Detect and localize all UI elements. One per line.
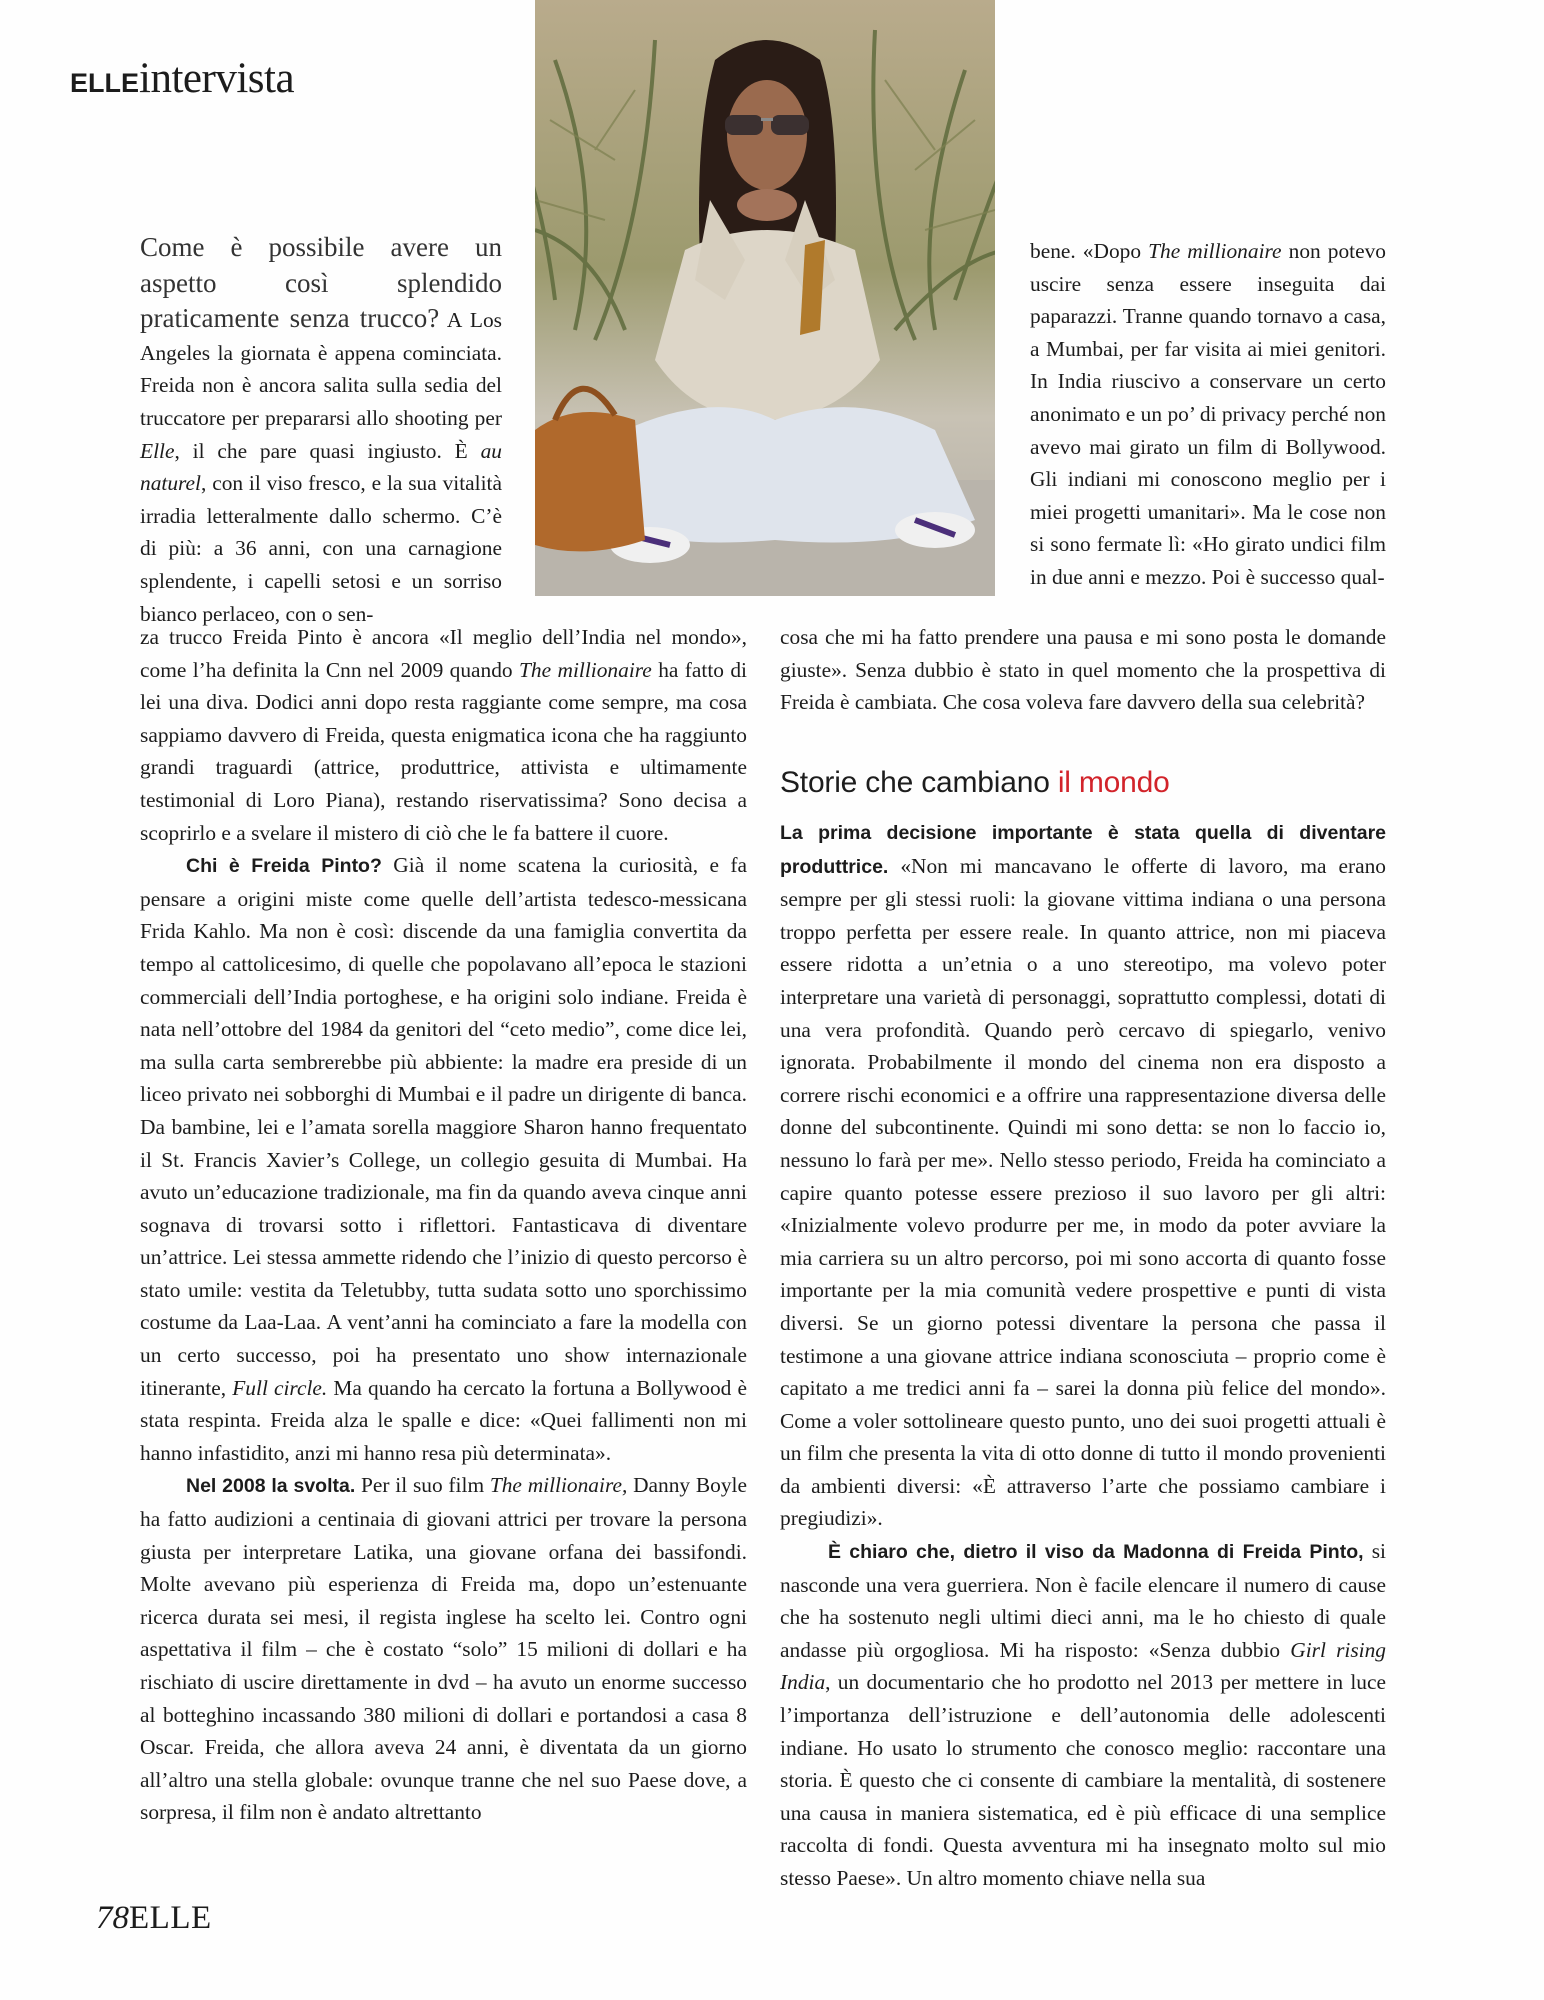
r2-text-b: , un documentario che ho prodotto nel 2013 per mettere in luce l’importanza dell’istruzione e dell’autonomia delle adolescenti indiane. Ho usato lo strumento che conosco meglio: raccontare una storia. È questo che ci consente di cambiare la mentalità, di sostenere una causa in maniera sistematica, ed è più efficace di una semplice raccolta di fondi. Questa avventura mi ha insegnato molto sul mio stesso Paese». Un altro momento chiave nella sua [780,1670,1386,1890]
subheading [780,766,1170,800]
paragraph-2 [140,849,747,1469]
brand-logo: ELLE [70,68,140,98]
right-continuation [780,621,1386,719]
lead-intro-3: , con il viso fresco, e la sua vitalità irradia letteralmente dallo schermo. C’è di più: a 36 anni, con una carnagione splendente, i capelli setosi e un sorriso bianco perlaceo, con o sen- [140,471,502,626]
paragraph-r2 [780,1535,1386,1895]
rt-title: The millionaire [1148,239,1282,263]
subheading-accent: il mondo [1057,766,1170,799]
p2-show: Full circle. [232,1375,328,1400]
magazine-header [70,54,294,104]
r2-title: Girl rising India [780,1637,1386,1695]
r2-lead: È chiaro che, dietro il viso da Madonna di Freida Pinto, [828,1541,1364,1564]
p3-text-a: Per il suo film [355,1473,490,1498]
lead-intro-2: , il che pare quasi ingiusto. È [174,438,481,463]
r2-text-a: si nasconde una vera guerriera. Non è facile elencare il numero di cause che ha sostenuto negli ultimi dieci anni, ma le ho chiesto di quale andasse più orgogliosa. Mi ha risposto: «Senza dubbio [780,1539,1386,1662]
right-column [780,816,1386,1895]
left-column [140,621,747,1829]
p3-title: The millionaire, [489,1473,628,1498]
lead-question: Come è possibile avere un aspetto così splendido praticamente senza trucco? [140,232,502,334]
lead-elle: Elle [140,438,175,463]
p1-text-a: za trucco Freida Pinto è ancora «Il meglio dell’India nel mondo», come l’ha definita la Cnn nel 2009 quando [140,625,747,682]
lead-naturel: au naturel [140,438,502,496]
subheading-main: Storie che cambiano [780,766,1058,799]
r1-lead: La prima decisione importante è stata quella di diventare produttrice. [780,822,1386,878]
page-folio [96,1900,212,1937]
p1-title: The millionaire [519,657,652,682]
portrait-photo-icon [535,0,995,596]
right-top-column [1030,235,1386,594]
paragraph-3 [140,1469,747,1829]
lead-column [140,230,502,630]
paragraph-r1 [780,816,1386,1535]
p2-text-b: Ma quando ha cercato la fortuna a Bollywood è stata respinta. Freida alza le spalle e dice: «Quei fallimenti non mi hanno infastidito, anzi mi hanno resa più determinata». [140,1375,747,1465]
p3-lead: Nel 2008 la svolta. [186,1475,356,1498]
page-number: 78 [96,1900,129,1936]
folio-magazine: ELLE [129,1900,212,1936]
p1-text-b: ha fatto di lei una diva. Dodici anni dopo resta raggiante come sempre, ma cosa sappiamo davvero di Freida, questa enigmatica icona che ha raggiunto grandi traguardi (attrice, produttrice, attivista e ultimamente testimonial di Loro Piana), restando riservatissima? Sono decisa a scoprirlo e a svelare il mistero di ciò che le fa battere il cuore. [140,657,747,845]
r1-text: «Non mi mancavano le offerte di lavoro, ma erano sempre per gli stessi ruoli: la giovane vittima indiana o una persona troppo perfetta per essere reale. In quanto attrice, non mi piaceva essere ridotta a un’etnia o a uno stereotipo, ma volevo poter interpretare una varietà di personaggi, soprattutto complessi, dotati di una vera profondità. Quando però cercavo di spiegarlo, venivo ignorata. Probabilmente il mondo del cinema non era disposto a correre rischi economici e a offrire una rappresentazione diversa delle donne del subcontinente. Quindi mi sono detta: se non lo faccio io, nessuno lo farà per me». Nello stesso periodo, Freida ha cominciato a capire quanto potesse essere prezioso il suo lavoro per gli altri: «Inizialmente volevo produrre per me, in modo da poter avviare la mia carriera su un altro percorso, poi mi sono accorta di quanto fosse importante per la mia comunità vedere prospettive e punti di vista diversi. Se un giorno potessi diventare la persona che passa il testimone a una giovane attrice indiana sconosciuta – proprio come è capitato a me tredici anni fa – sarei la donna più felice del mondo». Come a voler sottolineare questo punto, uno dei suoi progetti attuali è un film che presenta la vita di otto donne di tutto il mondo provenienti da ambienti diversi: «È attraverso l’arte che possiamo cambiare i pregiudizi». [780,853,1386,1531]
rt-text-b: non potevo uscire senza essere inseguita dai paparazzi. Tranne quando tornavo a casa, a Mumbai, per far visita ai miei genitori. In India riuscivo a conservare un certo anonimato e un po’ di privacy perché non avevo mai girato un film di Bollywood. Gli indiani mi conoscono meglio per i miei progetti umanitari». Ma le cose non si sono fermate lì: «Ho girato undici film in due anni e mezzo. Poi è successo qual- [1030,239,1386,589]
p2-text-a: Già il nome scatena la curiosità, e fa pensare a origini miste come quelle dell’artista tedesco-messicana Frida Kahlo. Ma non è così: discende da una famiglia convertita da tempo al cattolicesimo, di quelle che popolavano all’epoca le stazioni commerciali dell’India portoghese, e ha origini solo indiane. Freida è nata nell’ottobre del 1984 da genitori del “ceto medio”, come dice lei, ma sulla carta sembrerebbe più abbiente: la madre era preside di un liceo privato nei sobborghi di Mumbai e il padre un dirigente di banca. Da bambine, lei e l’amata sorella maggiore Sharon hanno frequentato il St. Francis Xavier’s College, un collegio gesuita di Mumbai. Ha avuto un’educazione tradizionale, ma fin da quando aveva cinque anni sognava di trovarsi sotto i riflettori. Fantasticava di diventare un’attrice. Lei stessa ammette ridendo che l’inizio di questo percorso è stato umile: vestita da Teletubby, tutta sudata sotto uno sporchissimo costume da Laa-Laa. A vent’anni ha cominciato a fare la modella con un certo successo, poi ha presentato uno show internazionale itinerante, [140,853,747,1400]
p2-lead: Chi è Freida Pinto? [186,855,382,878]
paragraph-1 [140,621,747,849]
lead-intro-1: A Los Angeles la giornata è appena cominciata. Freida non è ancora salita sulla sedia del truccatore per prepararsi allo shooting per [140,308,502,430]
rt-text-a: bene. «Dopo [1030,239,1149,263]
section-title: intervista [139,55,295,102]
portrait-photo [535,0,995,596]
p3-text-b: Danny Boyle ha fatto audizioni a centinaia di giovani attrici per trovare la persona giusta per interpretare Latika, una giovane orfana dei bassifondi. Molte avevano più esperienza di Freida ma, dopo un’estenuante ricerca durata sei mesi, il regista inglese ha scelto lei. Contro ogni aspettativa il film – che è costato “solo” 15 milioni di dollari e ha rischiato di uscire direttamente in dvd – ha avuto un enorme successo al botteghino incassando 380 milioni di dollari e portandosi a casa 8 Oscar. Freida, che allora aveva 24 anni, è diventata da un giorno all’altro una stella globale: ovunque tranne che nel suo Paese dove, a sorpresa, il film non è andato altrettanto [140,1473,747,1825]
rt-continuation: cosa che mi ha fatto prendere una pausa e mi sono posta le domande giuste». Senza dubbio è stato in quel momento che la prospettiva di Freida è cambiata. Che cosa voleva fare davvero della sua celebrità? [780,625,1386,715]
